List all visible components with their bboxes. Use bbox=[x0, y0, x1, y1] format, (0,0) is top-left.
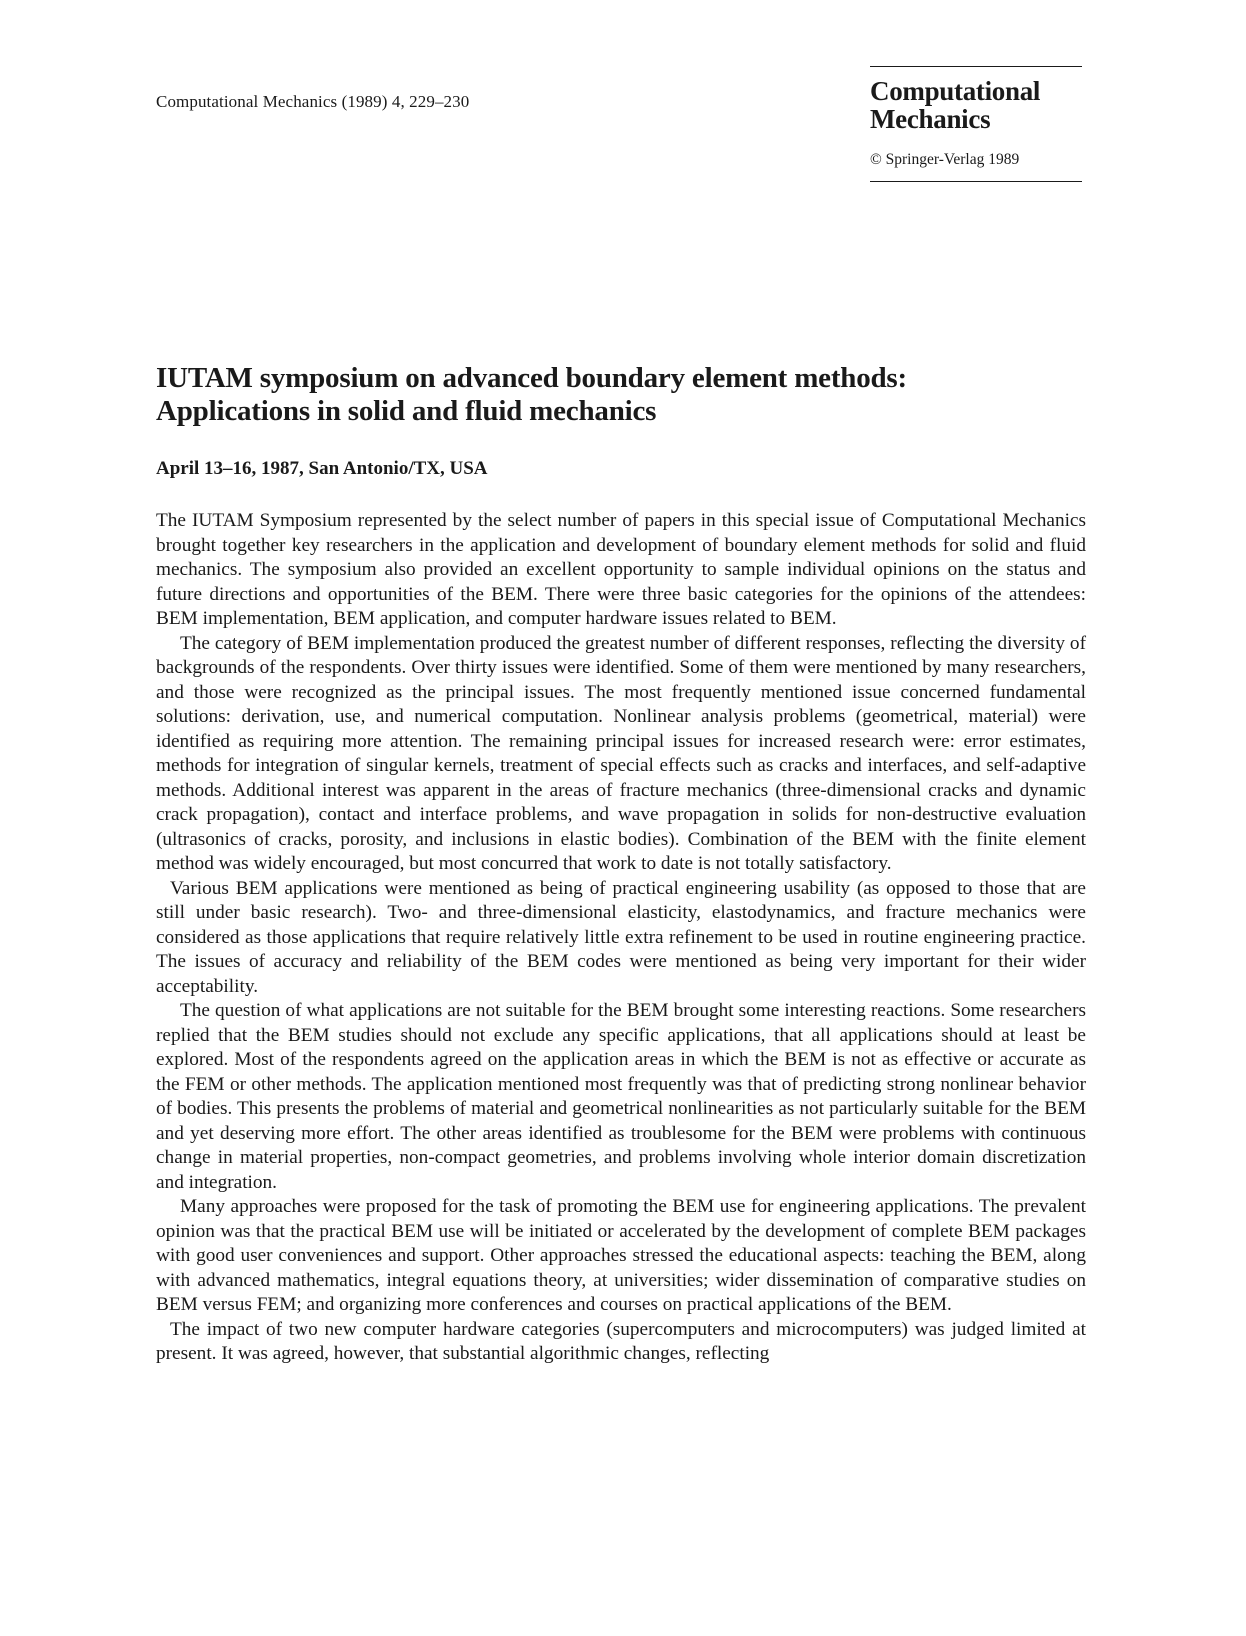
paragraph: The category of BEM implementation produced the greatest number of different responses, reflecting the diversity of backgrounds of the respondents. Over thirty issues were identified. Some of them were mentioned by many researchers, and those were recognized as the principal issues. The most frequently mentioned issue concerned fundamental solutions: derivation, use, and numerical computation. Nonlinear analysis problems (geometrical, material) were identified as requiring more attention. The remaining principal issues for increased research were: error estimates, methods for integration of singular kernels, treatment of special effects such as cracks and interfaces, and self-adaptive methods. Additional interest was apparent in the areas of fracture mechanics (three-dimensional cracks and dynamic crack propagation), contact and interface problems, and wave propagation in solids for non-destructive evaluation (ultrasonics of cracks, porosity, and inclusions in elastic bodies). Combination of the BEM with the finite element method was widely encouraged, but most concurred that work to date is not totally satisfactory. bbox=[156, 632, 1086, 874]
article-body bbox=[156, 509, 1086, 1367]
journal-masthead bbox=[870, 66, 1082, 182]
paragraph: The impact of two new computer hardware categories (supercomputers and microcomputers) was judged limited at present. It was agreed, however, that substantial algorithmic changes, reflecting bbox=[156, 1318, 1086, 1364]
journal-name-line2: Mechanics bbox=[870, 104, 991, 134]
journal-name-line1: Computational bbox=[870, 76, 1041, 106]
article-dateline: April 13–16, 1987, San Antonio/TX, USA bbox=[156, 458, 488, 479]
article-title bbox=[156, 362, 1096, 428]
masthead-top-rule bbox=[870, 66, 1082, 67]
copyright-notice: © Springer-Verlag 1989 bbox=[870, 151, 1020, 168]
article-title-line1: IUTAM symposium on advanced boundary element methods: bbox=[156, 362, 907, 394]
masthead-bottom-rule bbox=[870, 181, 1082, 182]
paragraph: Many approaches were proposed for the task of promoting the BEM use for engineering applications. The prevalent opinion was that the practical BEM use will be initiated or accelerated by the development of complete BEM packages with good user conveniences and support. Other approaches stressed the educational aspects: teaching the BEM, along with advanced mathematics, integral equations theory, at universities; wider dissemination of comparative studies on BEM versus FEM; and organizing more conferences and courses on practical applications of the BEM. bbox=[156, 1196, 1086, 1315]
paragraph: The question of what applications are not suitable for the BEM brought some interesting reactions. Some researchers replied that the BEM studies should not exclude any specific applications, that all applications should at least be explored. Most of the respondents agreed on the application areas in which the BEM is not as effective or accurate as the FEM or other methods. The application mentioned most frequently was that of predicting strong nonlinear behavior of bodies. This presents the problems of material and geometrical nonlinearities as not particularly suitable for the BEM and yet deserving more effort. The other areas identified as troublesome for the BEM were problems with continuous change in material properties, non-compact geometries, and problems involving whole interior domain discretization and integration. bbox=[156, 1000, 1086, 1193]
article-title-line2: Applications in solid and fluid mechanics bbox=[156, 395, 657, 427]
running-head-citation: Computational Mechanics (1989) 4, 229–230 bbox=[156, 92, 470, 111]
journal-name bbox=[870, 77, 1082, 133]
paragraph: Various BEM applications were mentioned as being of practical engineering usability (as opposed to those that are still under basic research). Two- and three-dimensional elasticity, elastodynamics, and fracture mechanics were considered as those applications that require relatively little extra refinement to be used in routine engineering practice. The issues of accuracy and reliability of the BEM codes were mentioned as being very important for their wider acceptability. bbox=[156, 877, 1086, 997]
paragraph: The IUTAM Symposium represented by the select number of papers in this special issue of Computational Mechanics brought together key researchers in the application and development of boundary element methods for solid and fluid mechanics. The symposium also provided an excellent opportunity to sample individual opinions on the status and future directions and opportunities of the BEM. There were three basic categories for the opinions of the attendees: BEM implementation, BEM application, and computer hardware issues related to BEM. bbox=[156, 510, 1086, 629]
